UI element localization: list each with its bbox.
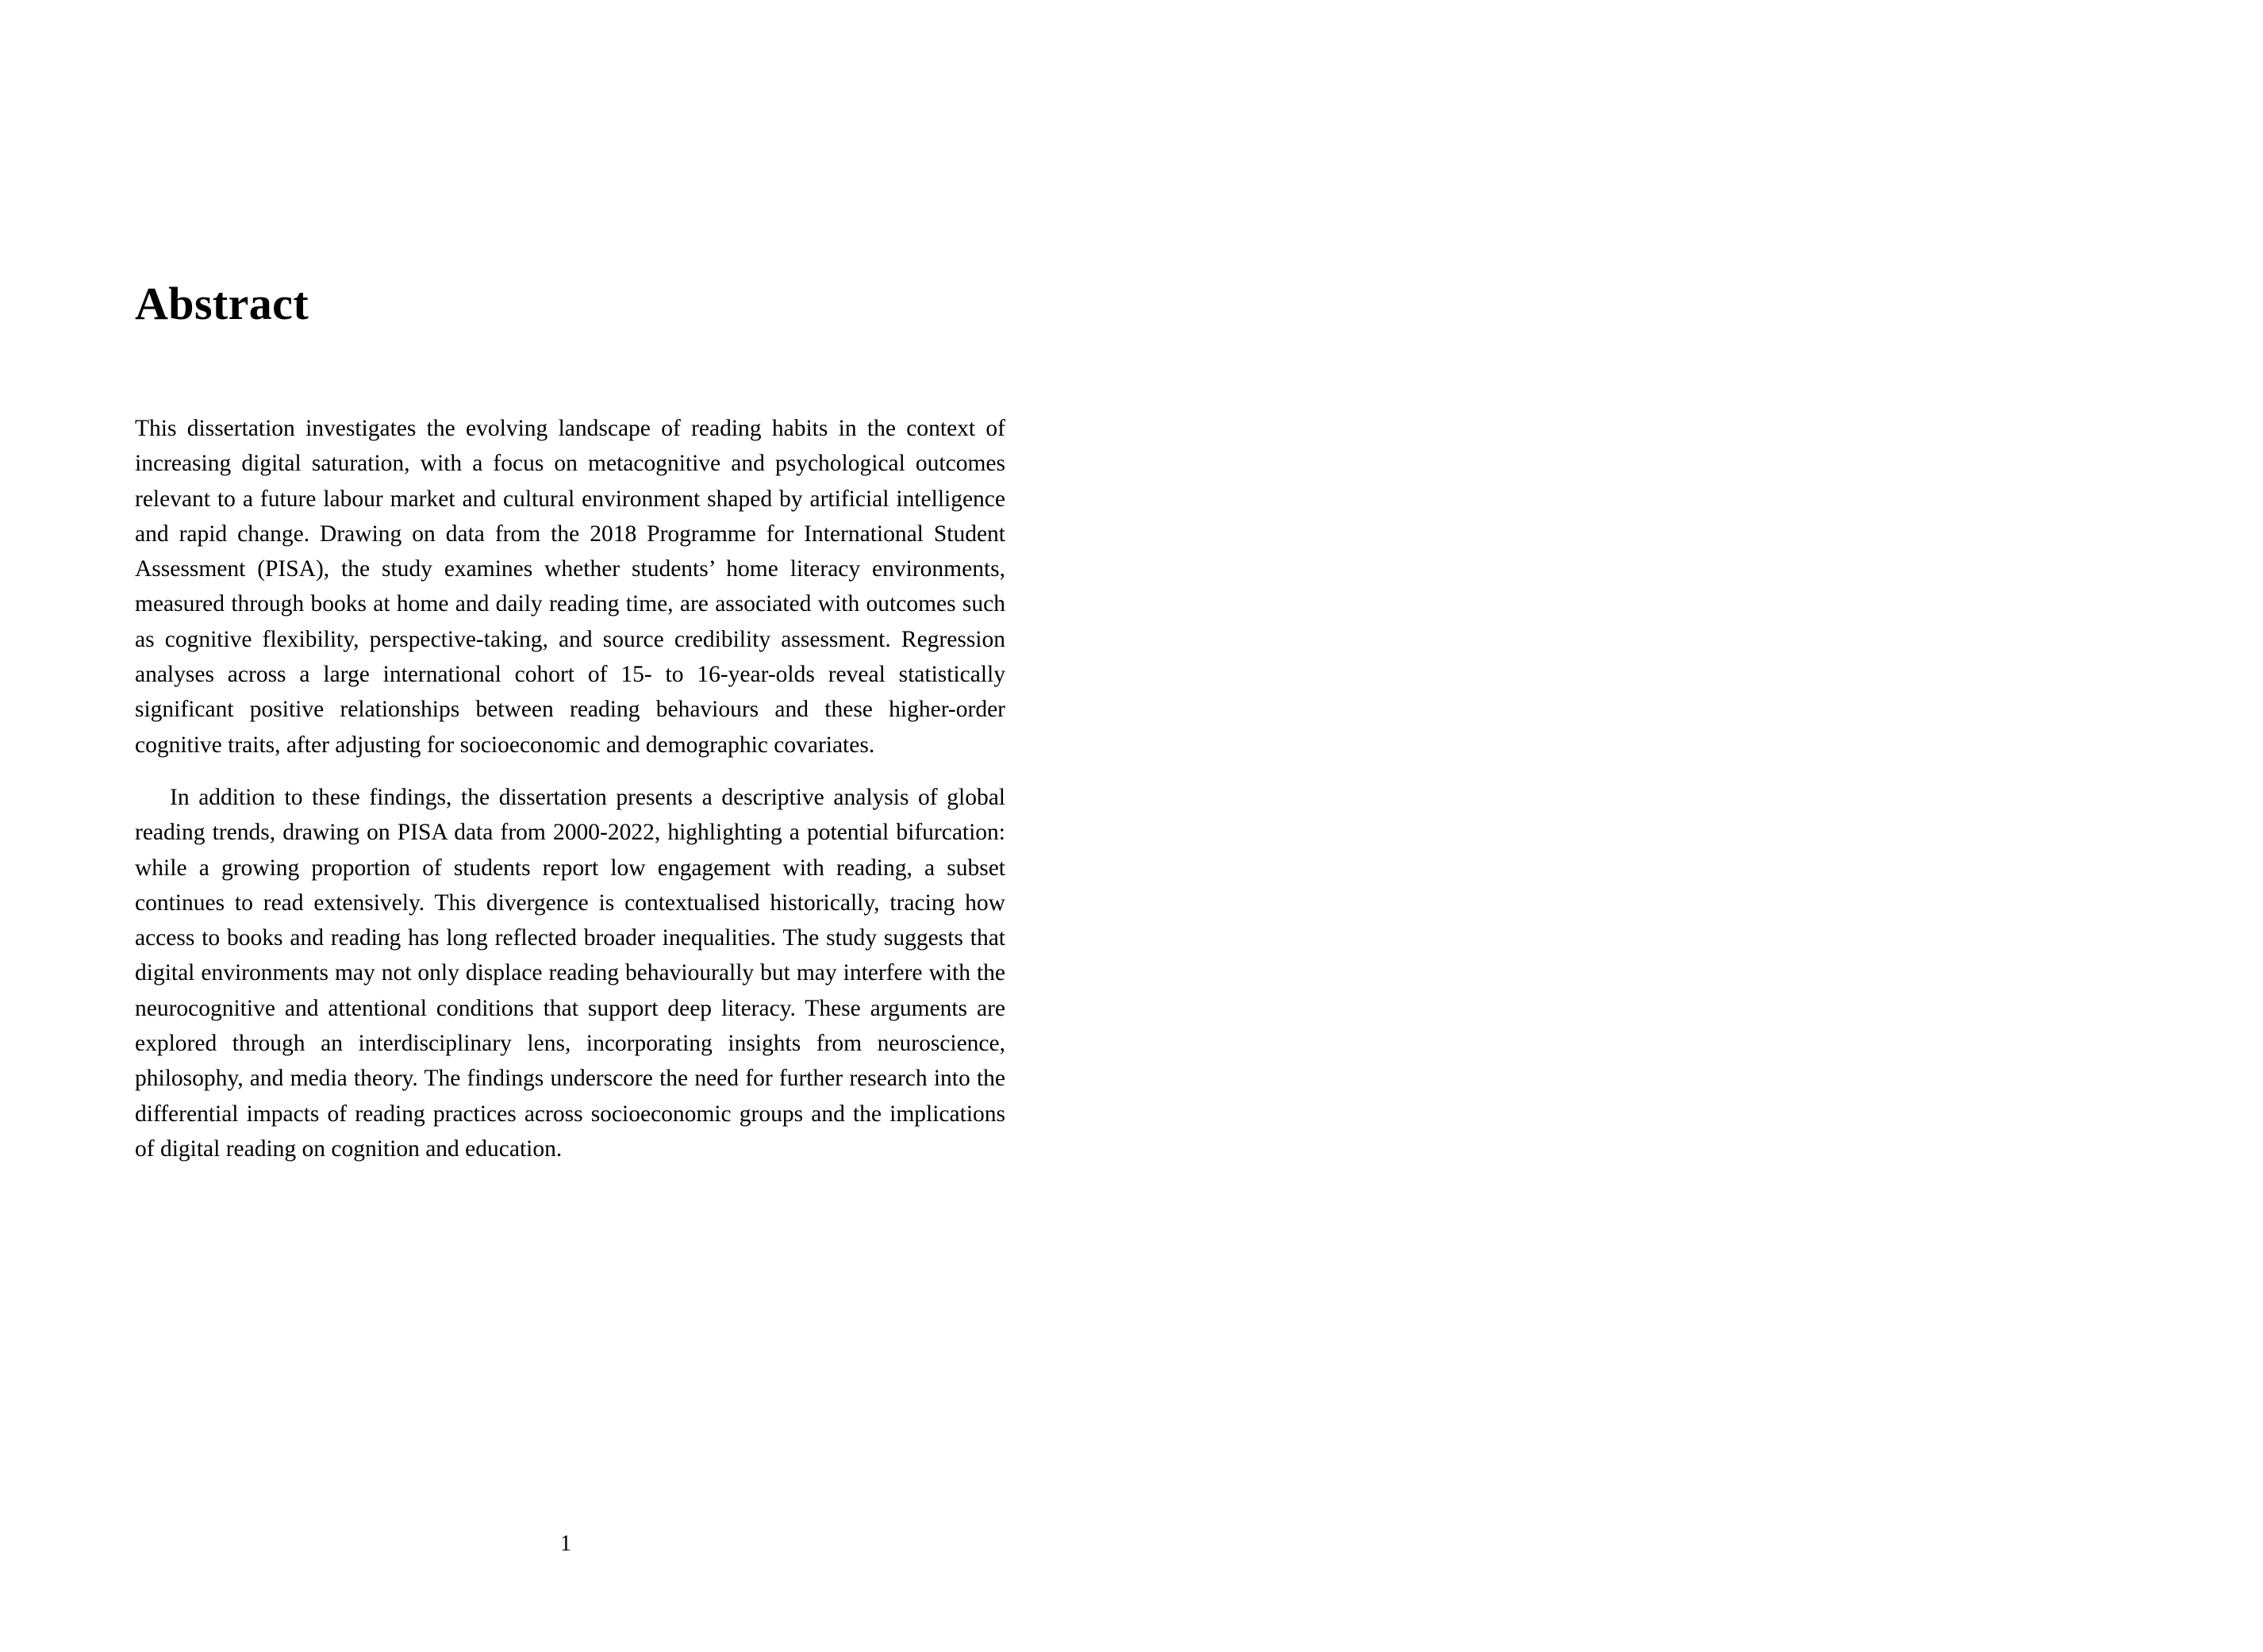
page-title: Abstract [135, 278, 309, 329]
page-abstract [0, 0, 1132, 1598]
abstract-paragraph: This dissertation investigates the evolving landscape of reading habits in the context of increasing digital saturation, with a focus on metacognitive and psychological outcomes relevant to a future labour market and cultural environment shaped by artificial intelligence and rapid change. Drawing on data from the 2018 Programme for International Student Assessment (PISA), the study examines whether students’ home literacy environments, measured through books at home and daily reading time, are associated with outcomes such as cognitive flexibility, perspective-taking, and source credibility assessment. Regression analyses across a large international cohort of 15- to 16-year-olds reveal statistically significant positive relationships between reading behaviours and these higher-order cognitive traits, after adjusting for socioeconomic and demographic covariates. [135, 416, 1005, 758]
page-table-of-contents [1132, 0, 2263, 1598]
page-number: 1 [560, 1531, 571, 1556]
abstract-body [135, 411, 1005, 1166]
abstract-paragraph: In addition to these findings, the dissertation presents a descriptive analysis of global reading trends, drawing on PISA data from 2000-2022, highlighting a potential bifurcation: while a growing proportion of students report low engagement with reading, a subset continues to read extensively. This divergence is contextualised historically, tracing how access to books and reading has long reflected broader inequalities. The study suggests that digital environments may not only displace reading behaviourally but may interfere with the neurocognitive and attentional conditions that support deep literacy. These arguments are explored through an interdisciplinary lens, incorporating insights from neuroscience, philosophy, and media theory. The findings underscore the need for further research into the differential impacts of reading practices across socioeconomic groups and the implications of digital reading on cognition and education. [135, 784, 1005, 1162]
